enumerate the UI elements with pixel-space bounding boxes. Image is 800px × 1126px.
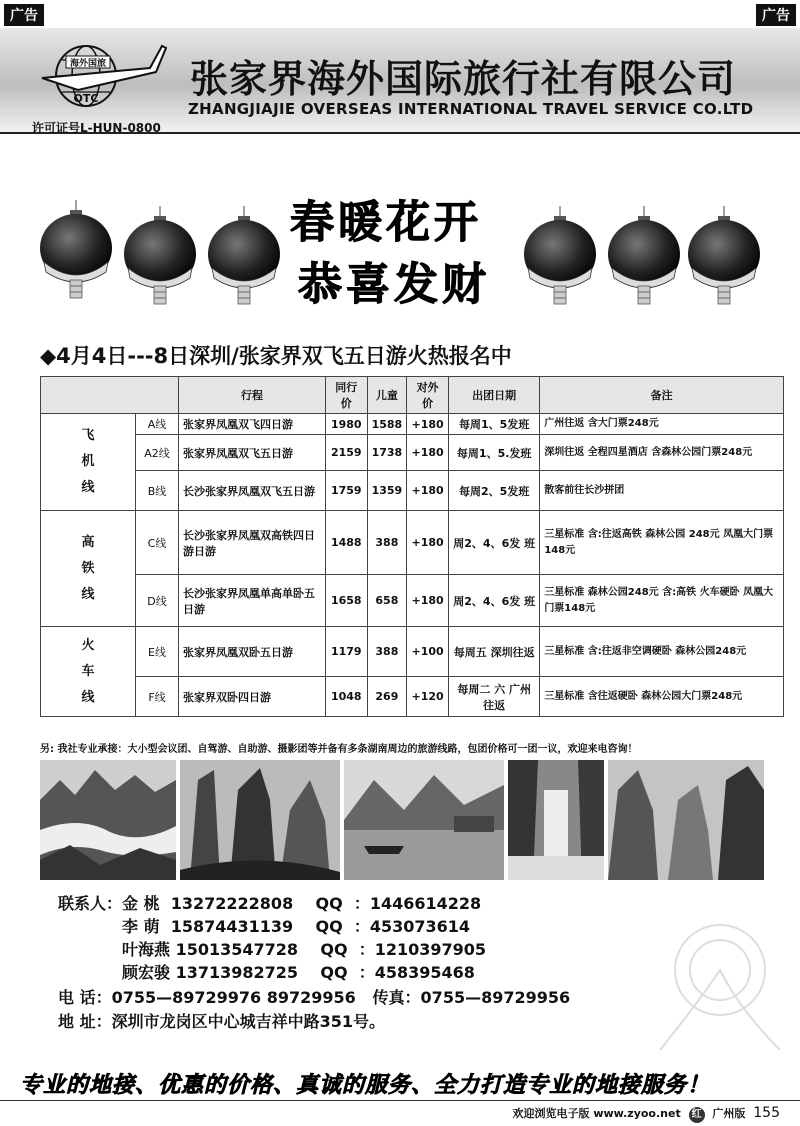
bottom-slogan: 专业的地接、优惠的价格、真诚的服务、全力打造专业的地接服务！: [20, 1072, 711, 1098]
flower-watermark-icon: [640, 900, 790, 1060]
departure-date: 每周2、5发班: [449, 471, 540, 511]
scenic-photo-2: [180, 760, 340, 880]
external-price: +180: [407, 511, 449, 575]
route-name: 长沙张家界凤凰双高铁四日游日游: [179, 511, 326, 575]
category-train: 火车线: [41, 627, 136, 717]
remark: 散客前往长沙拼团: [540, 471, 784, 511]
table-row: [41, 575, 784, 627]
contact-phone[interactable]: 13272222808: [170, 894, 294, 913]
contact-row: 联系人：金 桃 13272222808 QQ ：1446614228: [58, 894, 482, 913]
route-name: 长沙张家界凤凰双飞五日游: [179, 471, 326, 511]
line-code: B线: [136, 471, 179, 511]
line-code: A线: [136, 414, 179, 435]
contact-phone[interactable]: 13713982725: [175, 963, 299, 982]
table-header: 同行价: [326, 377, 368, 414]
remark: 深圳往返 全程四星酒店 含森林公园门票248元: [540, 435, 784, 471]
qq-label: QQ: [320, 940, 348, 959]
lantern-icon: [524, 206, 596, 304]
table-header: 出团日期: [449, 377, 540, 414]
remark: 三星标准 含往返硬卧 森林公园大门票248元: [540, 677, 784, 717]
table-header: 备注: [540, 377, 784, 414]
address-label: 地 址：: [58, 1012, 112, 1031]
remark: 三星标准 森林公园248元 含:高铁 火车硬卧 凤凰大门票148元: [540, 575, 784, 627]
table-header: 行程: [179, 377, 326, 414]
qq-label: QQ: [315, 917, 343, 936]
departure-date: 周2、4、6发 班: [449, 511, 540, 575]
table-header-blank: [41, 377, 179, 414]
table-row: [41, 627, 784, 677]
category-rail: 高铁线: [41, 511, 136, 627]
slogan-line2: 恭喜发财: [298, 259, 490, 310]
lantern-icon: [208, 206, 280, 304]
route-name: 张家界双卧四日游: [179, 677, 326, 717]
external-price: +180: [407, 471, 449, 511]
address-row: [58, 1010, 385, 1033]
peer-price: 1179: [326, 627, 368, 677]
tel-fax-row: [58, 986, 570, 1009]
scenic-photo-1: [40, 760, 176, 880]
table-header: 对外价: [407, 377, 449, 414]
route-name: 张家界凤凰双飞四日游: [179, 414, 326, 435]
contact-qq: 1210397905: [374, 940, 487, 959]
child-price: 1588: [367, 414, 407, 435]
waterfall-image: [508, 760, 604, 880]
contact-phone[interactable]: 15013547728: [175, 940, 299, 959]
mountain-sea-of-clouds-image: [40, 760, 176, 880]
lantern-icon: [40, 200, 112, 298]
fax-number: 0755—89729956: [420, 988, 571, 1007]
qq-label: QQ: [315, 894, 343, 913]
external-price: +180: [407, 575, 449, 627]
line-code: D线: [136, 575, 179, 627]
remark: 广州往返 含大门票248元: [540, 414, 784, 435]
contact-name: 金 桃: [122, 894, 160, 913]
remark: 三星标准 含:往返高铁 森林公园 248元 凤凰大门票148元: [540, 511, 784, 575]
tel-number[interactable]: 0755—89729976 89729956: [111, 988, 356, 1007]
tour-price-table: [40, 376, 784, 717]
child-price: 1359: [367, 471, 407, 511]
ad-tag-right: 广告: [756, 4, 796, 26]
address-text: 深圳市龙岗区中心城吉祥中路351号。: [111, 1012, 385, 1031]
contact-label: 联系人：: [58, 894, 123, 913]
globe-plane-icon: [38, 38, 168, 116]
contact-qq: 1446614228: [369, 894, 482, 913]
brand-circle-icon: 红: [689, 1107, 705, 1123]
child-price: 658: [367, 575, 407, 627]
external-price: +100: [407, 627, 449, 677]
category-fly: 飞机线: [41, 414, 136, 511]
table-row: [41, 435, 784, 471]
child-price: 388: [367, 511, 407, 575]
line-code: F线: [136, 677, 179, 717]
promo-headline: ◆4月4日---8日深圳/张家界双飞五日游火热报名中: [40, 344, 512, 368]
table-header: 儿童: [367, 377, 407, 414]
company-name-en: ZHANGJIAJIE OVERSEAS INTERNATIONAL TRAVEL SERVICE CO.LTD: [188, 100, 754, 118]
peer-price: 1759: [326, 471, 368, 511]
contact-name: 顾宏骏: [122, 963, 171, 982]
line-code: E线: [136, 627, 179, 677]
peer-price: 2159: [326, 435, 368, 471]
contact-phone[interactable]: 15874431139: [170, 917, 294, 936]
contact-qq: 453073614: [369, 917, 471, 936]
table-row: [41, 471, 784, 511]
contact-name: 叶海燕: [122, 940, 171, 959]
table-row: [41, 414, 784, 435]
qq-label: QQ: [320, 963, 348, 982]
peer-price: 1658: [326, 575, 368, 627]
departure-date: 每周二 六 广州往返: [449, 677, 540, 717]
stone-pillar-image: [180, 760, 340, 880]
child-price: 269: [367, 677, 407, 717]
departure-date: 每周1、5发班: [449, 414, 540, 435]
edition-label: 广州版: [712, 1107, 746, 1120]
contact-name: 李 萌: [122, 917, 160, 936]
extra-service-note: 另: 我社专业承接：大小型会议团、自驾游、自助游、摄影团等并备有多条湖南周边的旅游线路，包团价格可一团一议，欢迎来电咨询！: [40, 744, 638, 755]
logo-cn-text: 海外国旅: [69, 59, 107, 69]
contact-row: 叶海燕 15013547728 QQ ：1210397905: [122, 940, 487, 959]
canyon-peaks-image: [608, 760, 764, 880]
external-price: +180: [407, 435, 449, 471]
footer: [513, 1105, 780, 1123]
company-name-cn: 张家界海外国际旅行社有限公司: [190, 57, 737, 101]
license-number: 许可证号L-HUN-0800: [32, 121, 161, 135]
route-name: 长沙张家界凤凰单高单卧五日游: [179, 575, 326, 627]
fax-label: 传真：: [372, 988, 421, 1007]
footer-text[interactable]: 欢迎浏览电子版 www.zyoo.net: [512, 1107, 681, 1120]
peer-price: 1980: [326, 414, 368, 435]
external-price: +180: [407, 414, 449, 435]
footer-divider: [0, 1100, 800, 1101]
tel-label: 电 话：: [58, 988, 112, 1007]
route-name: 张家界凤凰双飞五日游: [179, 435, 326, 471]
scenic-photo-5: [608, 760, 764, 880]
line-code: A2线: [136, 435, 179, 471]
peer-price: 1048: [326, 677, 368, 717]
contact-qq: 458395468: [374, 963, 475, 982]
line-code: C线: [136, 511, 179, 575]
lantern-icon: [124, 206, 196, 304]
company-logo: [38, 38, 168, 116]
lantern-icon: [608, 206, 680, 304]
peer-price: 1488: [326, 511, 368, 575]
departure-date: 周2、4、6发 班: [449, 575, 540, 627]
contact-row: 顾宏骏 13713982725 QQ ：458395468: [122, 963, 475, 982]
ad-tag-left: 广告: [4, 4, 44, 26]
external-price: +120: [407, 677, 449, 717]
remark: 三星标准 含:往返非空调硬卧 森林公园248元: [540, 627, 784, 677]
lantern-icon: [688, 206, 760, 304]
slogan-line1: 春暖花开: [290, 197, 482, 248]
table-header-row: [41, 377, 784, 414]
departure-date: 每周1、5.发班: [449, 435, 540, 471]
scenic-photo-4: [508, 760, 604, 880]
departure-date: 每周五 深圳往返: [449, 627, 540, 677]
route-name: 张家界凤凰双卧五日游: [179, 627, 326, 677]
table-row: [41, 511, 784, 575]
contact-row: 李 萌 15874431139 QQ ：453073614: [122, 917, 471, 936]
child-price: 1738: [367, 435, 407, 471]
logo-en-text: OTC: [73, 92, 99, 105]
child-price: 388: [367, 627, 407, 677]
river-boat-image: [344, 760, 504, 880]
page-number: 155: [753, 1105, 780, 1121]
scenic-photo-3: [344, 760, 504, 880]
table-row: [41, 677, 784, 717]
